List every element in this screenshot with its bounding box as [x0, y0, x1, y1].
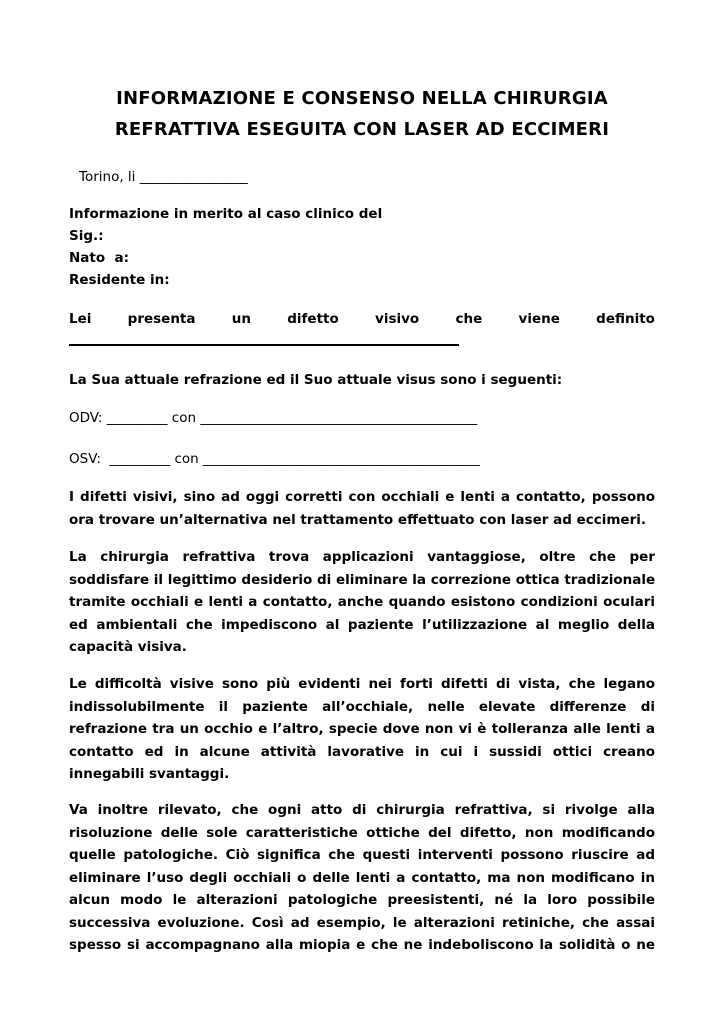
document-title-line-1: INFORMAZIONE E CONSENSO NELLA CHIRURGIA [116, 88, 608, 109]
osv-line: OSV: _________ con _________________________________________ [69, 451, 480, 467]
paragraph-line: Le difficoltà visive sono più evidenti nei forti difetti di vista, che legano [69, 676, 655, 692]
paragraph-line: spesso si accompagnano alla miopia e che ne indeboliscono la solidità o ne [69, 937, 655, 953]
paragraph-line: ed ambientali che impediscono al paziente l’utilizzazione al meglio della [69, 616, 655, 633]
defect-fill-in-line [69, 344, 459, 346]
defect-word: viene [518, 311, 560, 327]
defect-sentence [69, 313, 655, 327]
paragraph-line: I difetti visivi, sino ad oggi corretti con occhiali e lenti a contatto, possono [69, 489, 655, 505]
paragraph-line: capacità visiva. [69, 639, 187, 655]
paragraph-line: eliminare l’uso degli occhiali o delle lenti a contatto, ma non modificano in [69, 869, 655, 886]
paragraph-line: ora trovare un’alternativa nel trattamento effettuato con laser ad eccimeri. [69, 511, 646, 528]
defect-word: definito [596, 311, 655, 327]
paragraph-line: indissolubilmente il paziente all’occhiale, nelle elevate differenze di [69, 698, 655, 715]
refraction-heading: La Sua attuale refrazione ed il Suo attuale visus sono i seguenti: [69, 372, 563, 388]
patient-residence-label: Residente in: [69, 272, 170, 288]
paragraph-line: innegabili svantaggi. [69, 766, 230, 782]
patient-sig-label: Sig.: [69, 228, 104, 244]
paragraph-line: tramite occhiali e lenti a contatto, anche quando esistono condizioni oculari [69, 594, 655, 610]
defect-word: che [455, 311, 483, 327]
defect-word: visivo [375, 311, 420, 327]
paragraph-line: refrazione tra un occhio e l’altro, specie dove non vi è tolleranza alle lenti a [69, 721, 655, 737]
paragraph-3 [69, 673, 655, 786]
paragraph-line: Va inoltre rilevato, che ogni atto di chirurgia refrattiva, si rivolge alla [69, 802, 655, 818]
paragraph-line: soddisfare il legittimo desiderio di eliminare la correzione ottica tradizionale [69, 571, 656, 588]
patient-birthplace-label: Nato a: [69, 250, 130, 266]
paragraph-1 [69, 486, 655, 531]
patient-info-heading: Informazione in merito al caso clinico del [69, 206, 383, 222]
date-line: Torino, li ________________ [79, 169, 248, 185]
paragraph-line: contatto ed in alcune attività lavorative in cui i sussidi ottici creano [69, 743, 655, 760]
paragraph-4 [69, 799, 655, 957]
defect-word: un [231, 311, 251, 327]
defect-word: Lei [69, 311, 92, 327]
paragraph-line: alcun modo le alterazioni patologiche preesistenti, né la loro possibile [69, 892, 655, 908]
paragraph-line: quelle patologiche. Ciò significa che questi interventi possono riuscire ad [69, 847, 655, 863]
paragraph-line: La chirurgia refrattiva trova applicazioni vantaggiose, oltre che per [69, 549, 655, 565]
document-title-line-2: REFRATTIVA ESEGUITA CON LASER AD ECCIMERI [114, 119, 610, 140]
paragraph-line: successiva evoluzione. Così ad esempio, le alterazioni retiniche, che assai [69, 914, 655, 931]
defect-word: presenta [127, 311, 196, 327]
paragraph-2 [69, 546, 655, 659]
paragraph-line: risoluzione delle sole caratteristiche ottiche del difetto, non modificando [69, 824, 655, 841]
odv-line: ODV: _________ con _________________________________________ [69, 410, 478, 426]
defect-word: difetto [287, 311, 339, 327]
